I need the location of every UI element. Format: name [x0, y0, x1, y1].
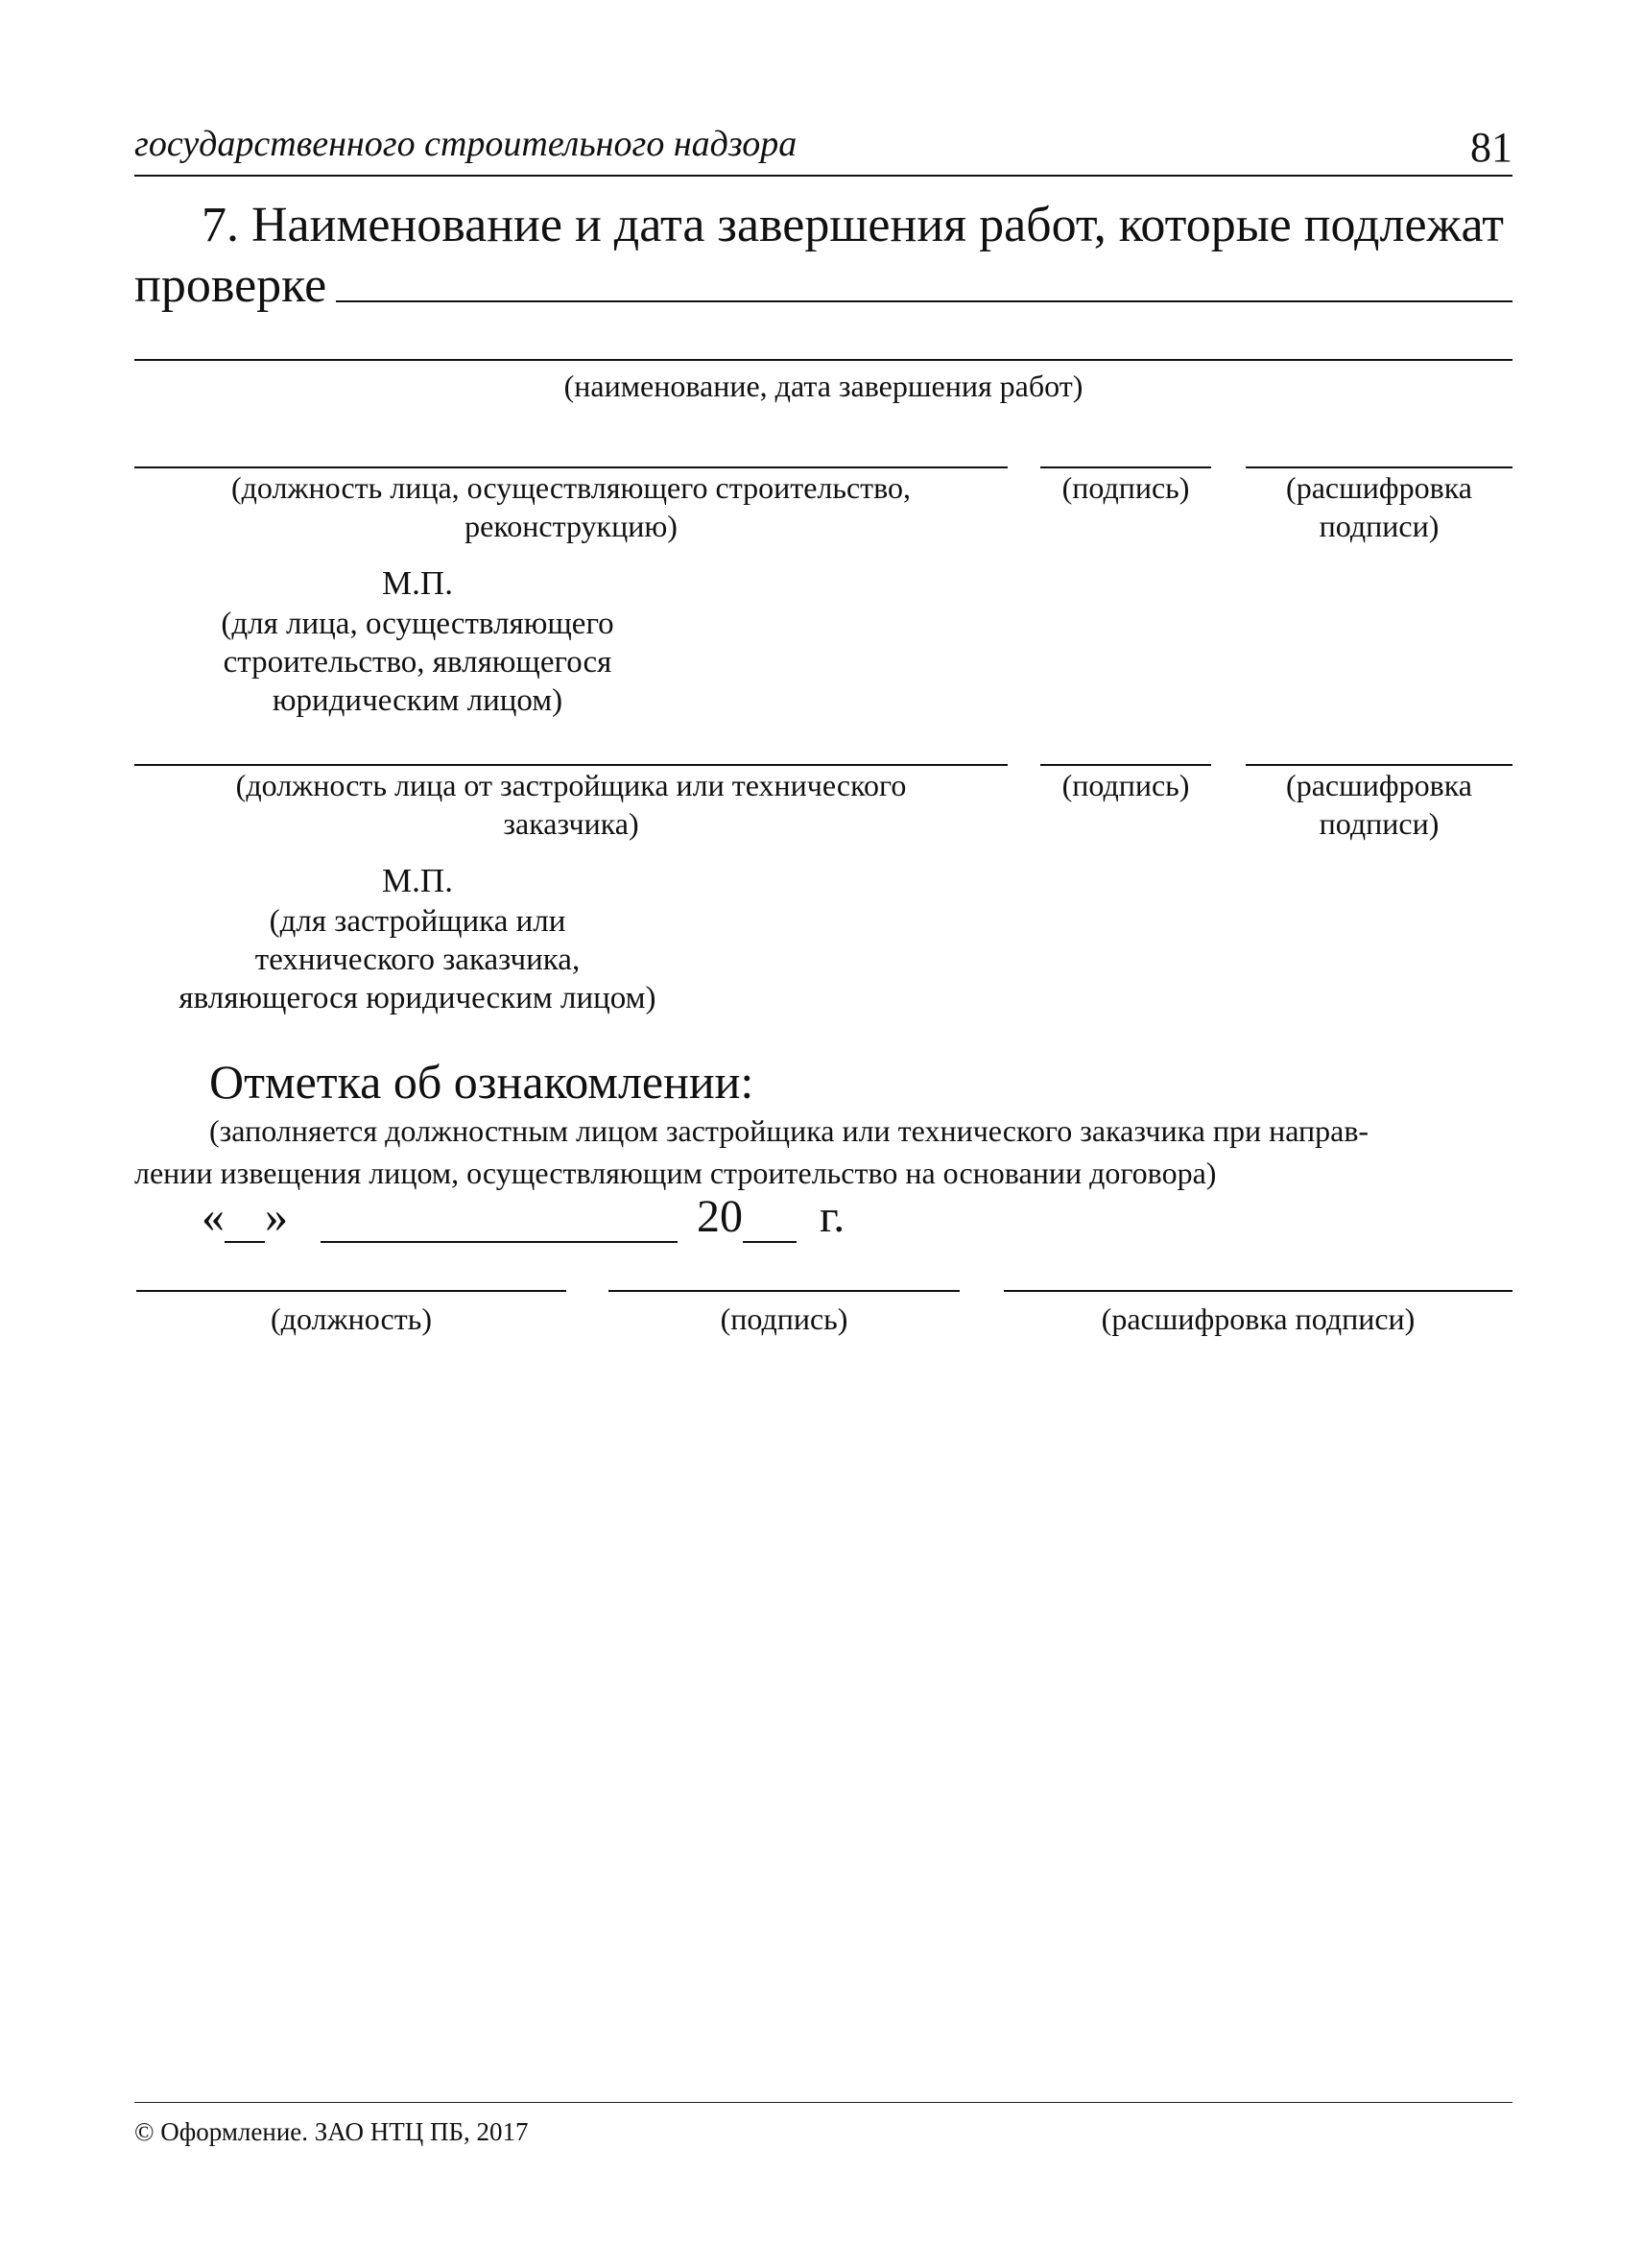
quote-close: » [265, 1191, 288, 1242]
page-number: 81 [1470, 124, 1512, 171]
builder-seal-note-l1: (для лица, осуществляющего [221, 607, 614, 641]
builder-seal-note-l3: юридическим лицом) [272, 683, 563, 718]
date-row [202, 1190, 845, 1243]
developer-seal-title: М.П. [382, 862, 453, 899]
builder-decoding-caption-l2: подписи) [1319, 509, 1440, 543]
section-title: 7. Наименование и дата завершения работ, которые подлежат [202, 198, 1504, 252]
works-field-line-2[interactable] [134, 359, 1512, 361]
section-title-continued: проверке [134, 258, 327, 313]
developer-seal-note-l3: являющегося юридическим лицом) [179, 981, 656, 1015]
builder-seal-block [134, 564, 701, 720]
developer-position-caption [134, 766, 1008, 843]
developer-position-caption-l2: заказчика) [503, 806, 639, 841]
builder-signature-caption: (подпись) [1061, 470, 1190, 505]
ack-position-caption: (должность) [271, 1301, 432, 1336]
acknowledgement-note [134, 1110, 1516, 1194]
ack-signature-caption: (подпись) [720, 1301, 848, 1336]
works-field-line-1[interactable] [336, 300, 1512, 302]
developer-seal-block [134, 862, 701, 1017]
builder-seal-note-l2: строительство, являющегося [223, 645, 612, 680]
developer-position-caption-l1: (должность лица от застройщика или технического [235, 768, 907, 802]
month-field[interactable] [321, 1199, 678, 1243]
header-rule [134, 175, 1512, 177]
builder-position-caption [134, 468, 1008, 545]
ack-position-line[interactable] [136, 1290, 566, 1292]
builder-position-caption-l1: (должность лица, осуществляющего строительство, [230, 470, 912, 505]
developer-decoding-caption [1246, 766, 1512, 843]
acknowledgement-note-l1: (заполняется должностным лицом застройщика или технического заказчика при направ- [209, 1113, 1369, 1148]
developer-seal-note-l2: технического заказчика, [254, 943, 581, 977]
ack-decoding-line[interactable] [1004, 1290, 1512, 1292]
developer-decoding-caption-l1: (расшифровка [1286, 768, 1472, 802]
quote-open: « [202, 1191, 225, 1242]
acknowledgement-title: Отметка об ознакомлении: [209, 1055, 754, 1109]
builder-decoding-caption-l1: (расшифровка [1286, 470, 1472, 505]
developer-signature-caption: (подпись) [1061, 768, 1190, 802]
year-prefix: 20 [697, 1191, 743, 1242]
footer-copyright: © Оформление. ЗАО НТЦ ПБ, 2017 [134, 2117, 529, 2146]
year-suffix: г. [820, 1191, 845, 1242]
ack-signature-line[interactable] [608, 1290, 960, 1292]
running-header-title: государственного строительного надзора [134, 124, 798, 164]
developer-seal-note-l1: (для застройщика или [269, 904, 566, 939]
year-field[interactable] [743, 1199, 797, 1243]
footer-rule [134, 2102, 1512, 2103]
builder-decoding-caption [1246, 468, 1512, 545]
day-field[interactable] [225, 1199, 265, 1243]
acknowledgement-note-l2: лении извещения лицом, осуществляющим строительство на основании договора) [134, 1156, 1217, 1190]
builder-seal-title: М.П. [382, 564, 453, 602]
ack-decoding-caption: (расшифровка подписи) [1101, 1301, 1416, 1336]
builder-position-caption-l2: реконструкцию) [464, 509, 678, 543]
developer-decoding-caption-l2: подписи) [1319, 806, 1440, 841]
works-caption: (наименование, дата завершения работ) [563, 369, 1083, 403]
